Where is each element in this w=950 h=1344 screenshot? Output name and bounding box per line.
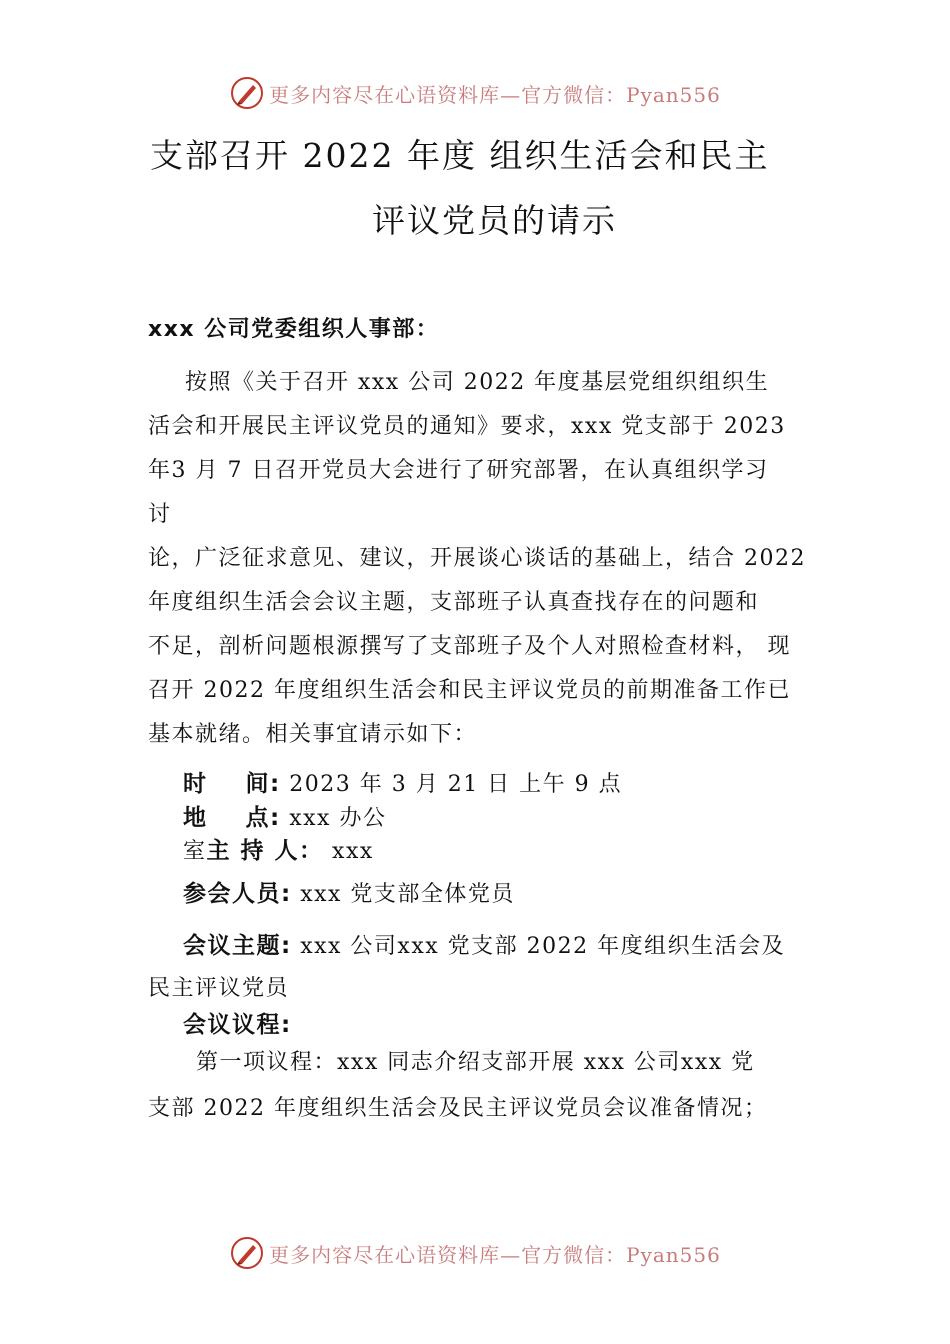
time-row <box>183 769 622 800</box>
theme-label: 会议主题: <box>183 933 292 959</box>
body-line-3: 年3 月 7 日召开党员大会进行了研究部署，在认真组织学习 <box>148 458 769 483</box>
agenda-item-1-line-2: 支部 2022 年度组织生活会及民主评议党员会议准备情况； <box>148 1096 768 1121</box>
agenda-row <box>183 1010 292 1041</box>
body-line-9: 基本就绪。相关事宜请示如下： <box>148 722 478 747</box>
watermark-text: 更多内容尽在心语资料库—官方微信：Pyan556 <box>269 1242 721 1267</box>
agenda-label: 会议议程: <box>183 1012 292 1038</box>
body-line-5: 论，广泛征求意见、建议，开展谈心谈话的基础上，结合 2022 <box>148 546 806 571</box>
theme-value: xxx 公司xxx 党支部 2022 年度组织生活会及 <box>300 934 786 959</box>
host-label: 主 持 人： <box>206 838 324 864</box>
attendees-row <box>183 879 515 910</box>
attendees-value: xxx 党支部全体党员 <box>300 882 515 907</box>
body-line-4: 讨 <box>148 502 172 527</box>
room-char: 室 <box>183 839 207 864</box>
body-line-1: 按照《关于召开 xxx 公司 2022 年度基层党组织组织生 <box>185 370 770 395</box>
place-row <box>183 803 386 834</box>
body-line-6: 年度组织生活会会议主题，支部班子认真查找存在的问题和 <box>148 590 760 615</box>
pen-logo-icon <box>229 75 265 111</box>
document-title-line-1: 支部召开 2022 年度 组织生活会和民主 <box>150 136 770 175</box>
document-title-line-2: 评议党员的请示 <box>372 201 617 240</box>
place-value: xxx 办公 <box>289 806 387 831</box>
watermark-top <box>0 73 950 113</box>
pen-logo-icon <box>229 1235 265 1271</box>
body-line-8: 召开 2022 年度组织生活会和民主评议党员的前期准备工作已 <box>148 678 791 703</box>
time-value: 2023 年 3 月 21 日 上午 9 点 <box>289 772 623 797</box>
body-line-2: 活会和开展民主评议党员的通知》要求，xxx 党支部于 2023 <box>148 414 786 439</box>
theme-value-continued: 民主评议党员 <box>148 976 290 1001</box>
watermark-text: 更多内容尽在心语资料库—官方微信：Pyan556 <box>269 82 721 107</box>
host-row <box>183 836 374 867</box>
theme-row <box>183 931 785 962</box>
agenda-item-1-line-1: 第一项议程：xxx 同志介绍支部开展 xxx 公司xxx 党 <box>196 1050 755 1075</box>
attendees-label: 参会人员: <box>183 881 292 907</box>
time-label: 时 间: <box>183 771 281 797</box>
host-value: xxx <box>332 839 374 864</box>
addressee: xxx 公司党委组织人事部： <box>148 317 440 342</box>
body-line-7: 不足，剖析问题根源撰写了支部班子及个人对照检查材料， 现 <box>148 634 791 659</box>
watermark-bottom <box>0 1233 950 1273</box>
place-label: 地 点: <box>183 805 281 831</box>
